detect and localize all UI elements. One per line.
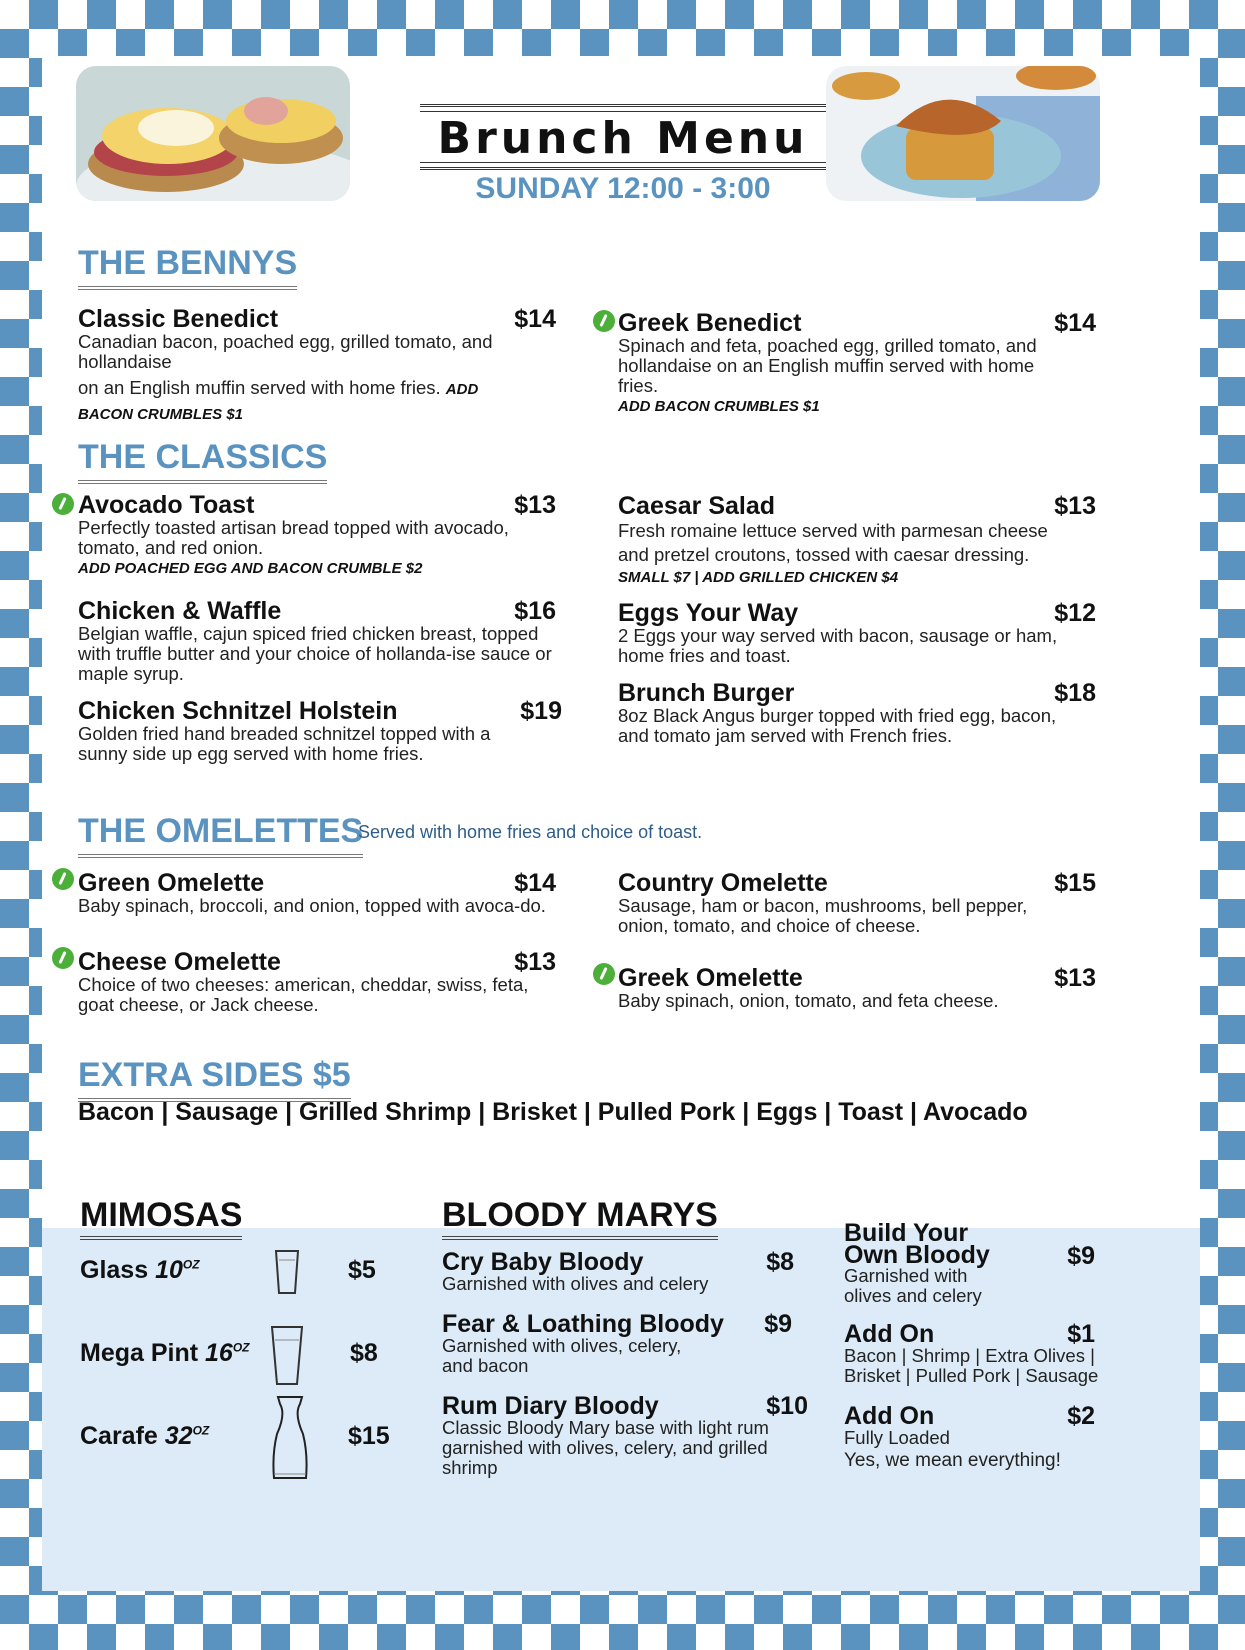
item-price: $14 (514, 305, 556, 333)
item-price: $12 (1054, 599, 1096, 627)
item-price: $15 (1054, 869, 1096, 897)
item-name: Green Omelette (78, 869, 265, 897)
menu-item-eggs-your-way (618, 600, 1096, 666)
item-description: 2 Eggs your way served with bacon, sausage or ham, home fries and toast. (618, 625, 1058, 666)
item-description: Belgian waffle, cajun spiced fried chicken breast, topped with truffle butter and your choice of hollanda-ise sauce or maple syrup. (78, 623, 552, 684)
item-price: $9 (1067, 1242, 1095, 1270)
title-box (420, 104, 826, 170)
item-name: Add On (844, 1320, 935, 1348)
bloody-item-rum-diary (442, 1394, 812, 1478)
page-title: Brunch Menu (437, 113, 809, 164)
bloody-item-add-on-2 (844, 1404, 1099, 1471)
item-addon: ADD POACHED EGG AND BACON CRUMBLE $2 (78, 560, 423, 577)
item-price: $13 (514, 491, 556, 519)
item-name: Chicken Schnitzel Holstein (78, 697, 398, 725)
item-price: $2 (1067, 1402, 1095, 1430)
bloody-item-fear-loathing (442, 1312, 796, 1376)
eggs-benedict-photo (76, 66, 350, 201)
mimosa-size-label: Glass (80, 1256, 156, 1284)
item-description-line: on an English muffin served with home fries. (78, 377, 441, 398)
menu-item-avocado-toast (78, 492, 556, 580)
mimosa-unit: OZ (192, 1423, 210, 1438)
item-name: Rum Diary Bloody (442, 1392, 659, 1420)
item-description: Canadian bacon, poached egg, grilled tomato, and hollandaise (78, 331, 493, 372)
bloody-item-build-your-own (844, 1219, 1099, 1306)
bloody-item-cry-baby (442, 1250, 798, 1294)
item-description: Garnished with olives, celery, and bacon (442, 1335, 682, 1376)
item-description: Perfectly toasted artisan bread topped with avocado, tomato, and red onion. (78, 517, 509, 558)
veggie-leaf-icon (52, 868, 74, 890)
item-description-extra: Yes, we mean everything! (844, 1450, 1061, 1471)
omelettes-note: Served with home fries and choice of toast. (358, 822, 703, 842)
menu-sheet (42, 56, 1200, 1591)
section-heading-omelettes: THE OMELETTES (78, 812, 363, 858)
item-price: $1 (1067, 1320, 1095, 1348)
item-description: Bacon | Shrimp | Extra Olives | Brisket | Pulled Pork | Sausage (844, 1345, 1099, 1386)
item-name: Cry Baby Bloody (442, 1248, 644, 1276)
item-name: Classic Benedict (78, 305, 279, 333)
item-addon: ADD BACON CRUMBLES $1 (78, 381, 479, 423)
mimosa-glass-price: $5 (348, 1256, 376, 1284)
menu-item-country-omelette (618, 870, 1096, 936)
item-name: Caesar Salad (618, 492, 776, 520)
item-price: $13 (514, 948, 556, 976)
menu-item-chicken-waffle (78, 598, 556, 684)
mimosa-ounces: 32 (164, 1422, 193, 1450)
item-price: $16 (514, 597, 556, 625)
glass-icon (274, 1248, 300, 1296)
item-name: Add On (844, 1402, 935, 1430)
item-name: Eggs Your Way (618, 599, 799, 627)
item-name: Country Omelette (618, 869, 828, 897)
service-hours: SUNDAY 12:00 - 3:00 (475, 172, 771, 205)
item-price: $8 (766, 1248, 794, 1276)
menu-item-greek-omelette (618, 965, 1096, 1011)
section-heading-bloody-marys: BLOODY MARYS (442, 1196, 718, 1240)
veggie-leaf-icon (593, 310, 615, 332)
menu-item-brunch-burger (618, 680, 1096, 746)
menu-item-chicken-schnitzel (78, 698, 562, 764)
item-description: Sausage, ham or bacon, mushrooms, bell pepper, onion, tomato, and choice of cheese. (618, 895, 1028, 936)
item-price: $9 (764, 1310, 792, 1338)
mimosa-size-label: Carafe (80, 1422, 165, 1450)
mimosa-ounces: 10 (155, 1256, 183, 1284)
item-name: Chicken & Waffle (78, 597, 282, 625)
item-name: Avocado Toast (78, 491, 255, 519)
item-price: $14 (514, 869, 556, 897)
chicken-waffle-photo (826, 66, 1100, 201)
veggie-leaf-icon (52, 493, 74, 515)
menu-item-cheese-omelette (78, 949, 556, 1015)
mimosa-carafe-label (80, 1422, 209, 1451)
menu-item-caesar-salad (618, 493, 1096, 589)
veggie-leaf-icon (52, 947, 74, 969)
item-addon: SMALL $7 | ADD GRILLED CHICKEN $4 (618, 569, 899, 586)
bloody-item-add-on-1 (844, 1322, 1099, 1386)
mimosa-ounces: 16 (205, 1339, 233, 1367)
extra-sides-list: Bacon | Sausage | Grilled Shrimp | Brisket | Pulled Pork | Eggs | Toast | Avocado (78, 1098, 1028, 1126)
item-description: Fresh romaine lettuce served with parmesan cheese and pretzel croutons, tossed with caesar dressing. (618, 520, 1048, 565)
item-price: $10 (766, 1392, 808, 1420)
mimosa-unit: OZ (182, 1257, 200, 1272)
section-heading-extra-sides: EXTRA SIDES $5 (78, 1056, 351, 1102)
item-price: $14 (1054, 309, 1096, 337)
mimosa-mega-pint-price: $8 (350, 1339, 378, 1367)
mimosa-size-label: Mega Pint (80, 1339, 206, 1367)
item-description: Choice of two cheeses: american, cheddar, swiss, feta, goat cheese, or Jack cheese. (78, 974, 529, 1015)
item-price: $18 (1054, 679, 1096, 707)
item-description: 8oz Black Angus burger topped with fried egg, bacon, and tomato jam served with French fries. (618, 705, 1057, 746)
menu-item-classic-benedict (78, 306, 556, 426)
pint-glass-icon (270, 1324, 304, 1388)
item-description: Garnished with olives and celery (844, 1265, 982, 1306)
section-heading-classics: THE CLASSICS (78, 438, 327, 484)
item-name: Brunch Burger (618, 679, 795, 707)
item-description: Golden fried hand breaded schnitzel topped with a sunny side up egg served with home fries. (78, 723, 491, 764)
carafe-icon (270, 1394, 310, 1482)
item-price: $13 (1054, 964, 1096, 992)
item-name: Greek Omelette (618, 964, 803, 992)
item-description: Fully Loaded (844, 1427, 950, 1448)
item-description: Baby spinach, broccoli, and onion, topped with avoca-do. (78, 895, 546, 916)
item-price: $13 (1054, 492, 1096, 520)
item-description: Garnished with olives and celery (442, 1273, 709, 1294)
item-name: Build Your Own Bloody (844, 1219, 990, 1269)
menu-item-green-omelette (78, 870, 556, 916)
section-heading-bennys: THE BENNYS (78, 244, 297, 290)
item-name: Fear & Loathing Bloody (442, 1310, 724, 1338)
mimosa-glass-label (80, 1256, 200, 1285)
mimosa-unit: OZ (232, 1340, 250, 1355)
item-name: Cheese Omelette (78, 948, 281, 976)
item-description: Classic Bloody Mary base with light rum garnished with olives, celery, and grilled shrimp (442, 1417, 769, 1478)
item-description: Baby spinach, onion, tomato, and feta cheese. (618, 990, 999, 1011)
item-description: Spinach and feta, poached egg, grilled tomato, and hollandaise on an English muffin served with home fries. (618, 335, 1037, 396)
mimosa-carafe-price: $15 (348, 1422, 390, 1450)
section-heading-mimosas: MIMOSAS (80, 1196, 242, 1240)
item-price: $19 (520, 697, 562, 725)
veggie-leaf-icon (593, 963, 615, 985)
item-addon: ADD BACON CRUMBLES $1 (618, 398, 820, 415)
menu-item-greek-benedict (618, 310, 1096, 418)
item-name: Greek Benedict (618, 309, 802, 337)
mimosa-mega-pint-label (80, 1339, 250, 1368)
item-description-cont (78, 376, 518, 426)
